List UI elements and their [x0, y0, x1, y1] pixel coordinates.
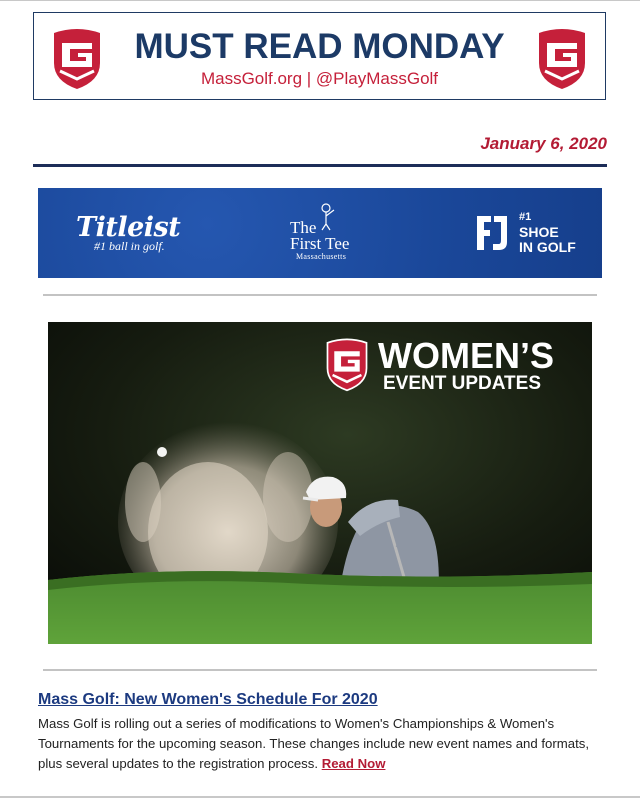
first-tee-line1: The: [290, 218, 317, 237]
read-now-link[interactable]: Read Now: [321, 756, 386, 771]
divider: [43, 669, 597, 671]
newsletter-title: MUST READ MONDAY: [134, 27, 505, 66]
hero-headline: WOMEN’S: [378, 335, 554, 376]
top-border: [0, 0, 640, 1]
divider: [33, 164, 607, 167]
golfer-icon: [316, 202, 342, 232]
first-tee-logo[interactable]: [288, 202, 378, 268]
footjoy-slogan: [519, 210, 576, 255]
titleist-tagline: #1 ball in golf.: [94, 239, 165, 253]
article-body: [38, 714, 604, 774]
mass-golf-shield-icon: [324, 336, 370, 392]
issue-date: January 6, 2020: [480, 134, 607, 153]
footjoy-line1: SHOE: [519, 224, 559, 240]
first-tee-line3: Massachusetts: [296, 252, 347, 261]
hero-image[interactable]: [48, 322, 592, 644]
first-tee-line2: First Tee: [290, 234, 350, 253]
titleist-brand: Titleist: [76, 212, 181, 243]
titleist-logo[interactable]: [76, 212, 180, 254]
header-banner[interactable]: [33, 12, 606, 100]
newsletter-subtitle[interactable]: MassGolf.org | @PlayMassGolf: [200, 69, 439, 88]
mass-golf-shield-icon: [535, 25, 589, 91]
fj-icon: [475, 212, 509, 254]
hero-subheadline: EVENT UPDATES: [383, 373, 542, 394]
footjoy-line2: IN GOLF: [519, 239, 576, 255]
divider: [43, 294, 597, 296]
footjoy-number: #1: [519, 211, 532, 223]
article-title-link[interactable]: Mass Golf: New Women's Schedule For 2020: [38, 691, 378, 708]
sponsor-bar[interactable]: [38, 188, 602, 278]
article-text: Mass Golf is rolling out a series of modifications to Women's Championships & Women's Tournaments for the upcoming season. These changes include new event names and formats, plus several updates to the registration process.: [38, 716, 590, 771]
